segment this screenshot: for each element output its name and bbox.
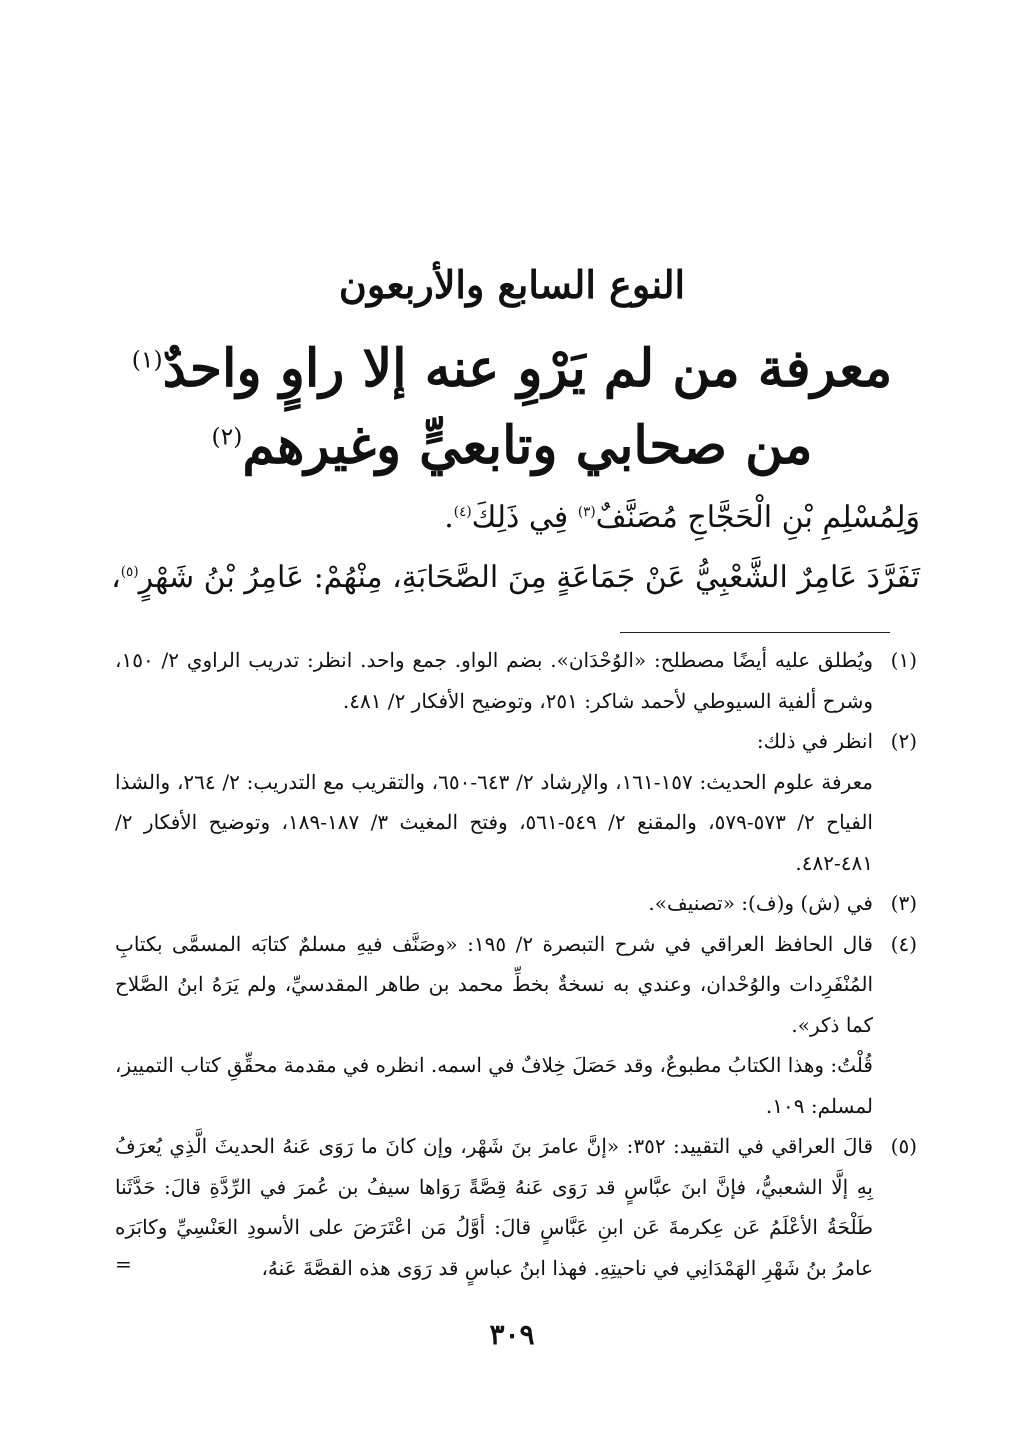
footnote-2-number: (٢) <box>890 729 917 753</box>
footnote-5-text: قالَ العراقي في التقييد: ٣٥٢: «إنَّ عامرَ بنَ شَهْر، وإن كانَ ما رَوَى عَنهُ الحديثَ الَّذِي يُعرَفُ بِهِ إلَّا الشعبيُّ، فإنَّ ابنَ عبَّاسٍ قد رَوَى عَنهُ قِصَّةً رَوَاها سيفُ بن عُمرَ في الرِّدَّةِ قالَ: حَدَّثَنا طَلْحَةُ الأعْلَمُ عَن عِكرمةَ عَن ابنِ عَبَّاسٍ قالَ: أوَّلُ مَن اعْتَرَضَ على الأسودِ العَنْسِيِّ وكابَرَه عامرُ بنُ شَهْرِ الهَمْدَانِي في ناحيتِهِ. فهذا ابنُ عباسٍ قد رَوَى هذه القصَّةَ عَنهُ، <box>115 1134 874 1280</box>
chapter-number-heading <box>0 262 1024 307</box>
footnote-ref-4[interactable]: (٤) <box>453 504 472 520</box>
body-line2-text: تَفَرَّدَ عَامِرٌ الشَّعْبِيُّ عَنْ جَمَاعَةٍ مِنَ الصَّحَابَةِ، مِنْهُمْ: عَامِرُ بْنُ شَهْرٍ <box>138 560 920 595</box>
continuation-mark: = <box>115 1251 132 1276</box>
footnote-3-number: (٣) <box>890 891 917 915</box>
footnote-2-text: انظر في ذلك: <box>756 729 873 753</box>
body-line1-end: . <box>444 500 454 535</box>
footnote-4 <box>115 924 917 1046</box>
footnote-2 <box>115 721 917 762</box>
footnote-ref-3[interactable]: (٣) <box>577 504 596 520</box>
body-paragraph-line2 <box>60 560 920 595</box>
footnote-1-number: (١) <box>890 648 917 672</box>
chapter-title-line2-text: من صحابي وتابعيٍّ وغيرهم <box>242 415 813 476</box>
body-paragraph-line1 <box>60 500 920 535</box>
chapter-title-line1-text: معرفة من لم يَرْوِ عنه إلا راوٍ واحدٌ <box>162 338 893 399</box>
footnote-3 <box>115 883 917 924</box>
footnote-ref-1[interactable]: (١) <box>131 345 163 374</box>
page-number: ٣٠٩ <box>489 1318 535 1351</box>
footnote-3-text: في (ش) و(ف): «تصنيف». <box>648 891 873 915</box>
footnote-5 <box>115 1126 917 1288</box>
footnote-2-continuation: معرفة علوم الحديث: ١٥٧-١٦١، والإرشاد ٢/ ٦٤٣-٦٥٠، والتقريب مع التدريب: ٢/ ٢٦٤، والشذا الفياح ٢/ ٥٧٣-٥٧٩، والمقنع ٢/ ٥٤٩-٥٦١، وفتح المغيث ٣/ ١٨٧-١٨٩، وتوضيح الأفكار ٢/ ٤٨١-٤٨٢. <box>115 769 873 875</box>
footnotes-section <box>115 640 917 1288</box>
chapter-number-text: النوع السابع والأربعون <box>338 262 686 307</box>
chapter-title-line2 <box>0 415 1024 476</box>
footnote-5-number: (٥) <box>890 1134 917 1158</box>
body-line2-end: ، <box>111 560 121 595</box>
footnote-ref-5[interactable]: (٥) <box>120 564 139 580</box>
footnote-ref-2[interactable]: (٢) <box>211 422 243 451</box>
footnote-separator <box>620 632 890 633</box>
body-line1-part1: وَلِمُسْلِمِ بْنِ الْحَجَّاجِ مُصَنَّفٌ <box>595 500 920 535</box>
footnote-4-continuation: قُلْتُ: وهذا الكتابُ مطبوعٌ، وقد حَصَلَ خِلافٌ في اسمه. انظره في مقدمة محقِّقِ كتاب التمييز، لمسلم: ١٠٩. <box>115 1053 873 1118</box>
footnote-1 <box>115 640 917 721</box>
footnote-4-text: قال الحافظ العراقي في شرح التبصرة ٢/ ١٩٥: «وصَنَّف فيهِ مسلمٌ كتابَه المسمَّى بكتابِ المُنْفَرِدات والوُحْدان، وعندي به نسخةٌ بخطِّ محمد بن طاهر المقدسيِّ، ولم يَرَهُ ابنُ الصَّلاح كما ذكر». <box>115 931 873 1037</box>
footnote-1-text: ويُطلق عليه أيضًا مصطلح: «الوُحْدَان». بضم الواو. جمع واحد. انظر: تدريب الراوي ٢/ ١٥٠، وشرح ألفية السيوطي لأحمد شاكر: ٢٥١، وتوضيح الأفكار ٢/ ٤٨١. <box>115 648 873 713</box>
footnote-4-number: (٤) <box>890 931 917 956</box>
chapter-title-line1 <box>0 338 1024 399</box>
body-line1-part2: فِي ذَلِكَ <box>471 500 569 535</box>
